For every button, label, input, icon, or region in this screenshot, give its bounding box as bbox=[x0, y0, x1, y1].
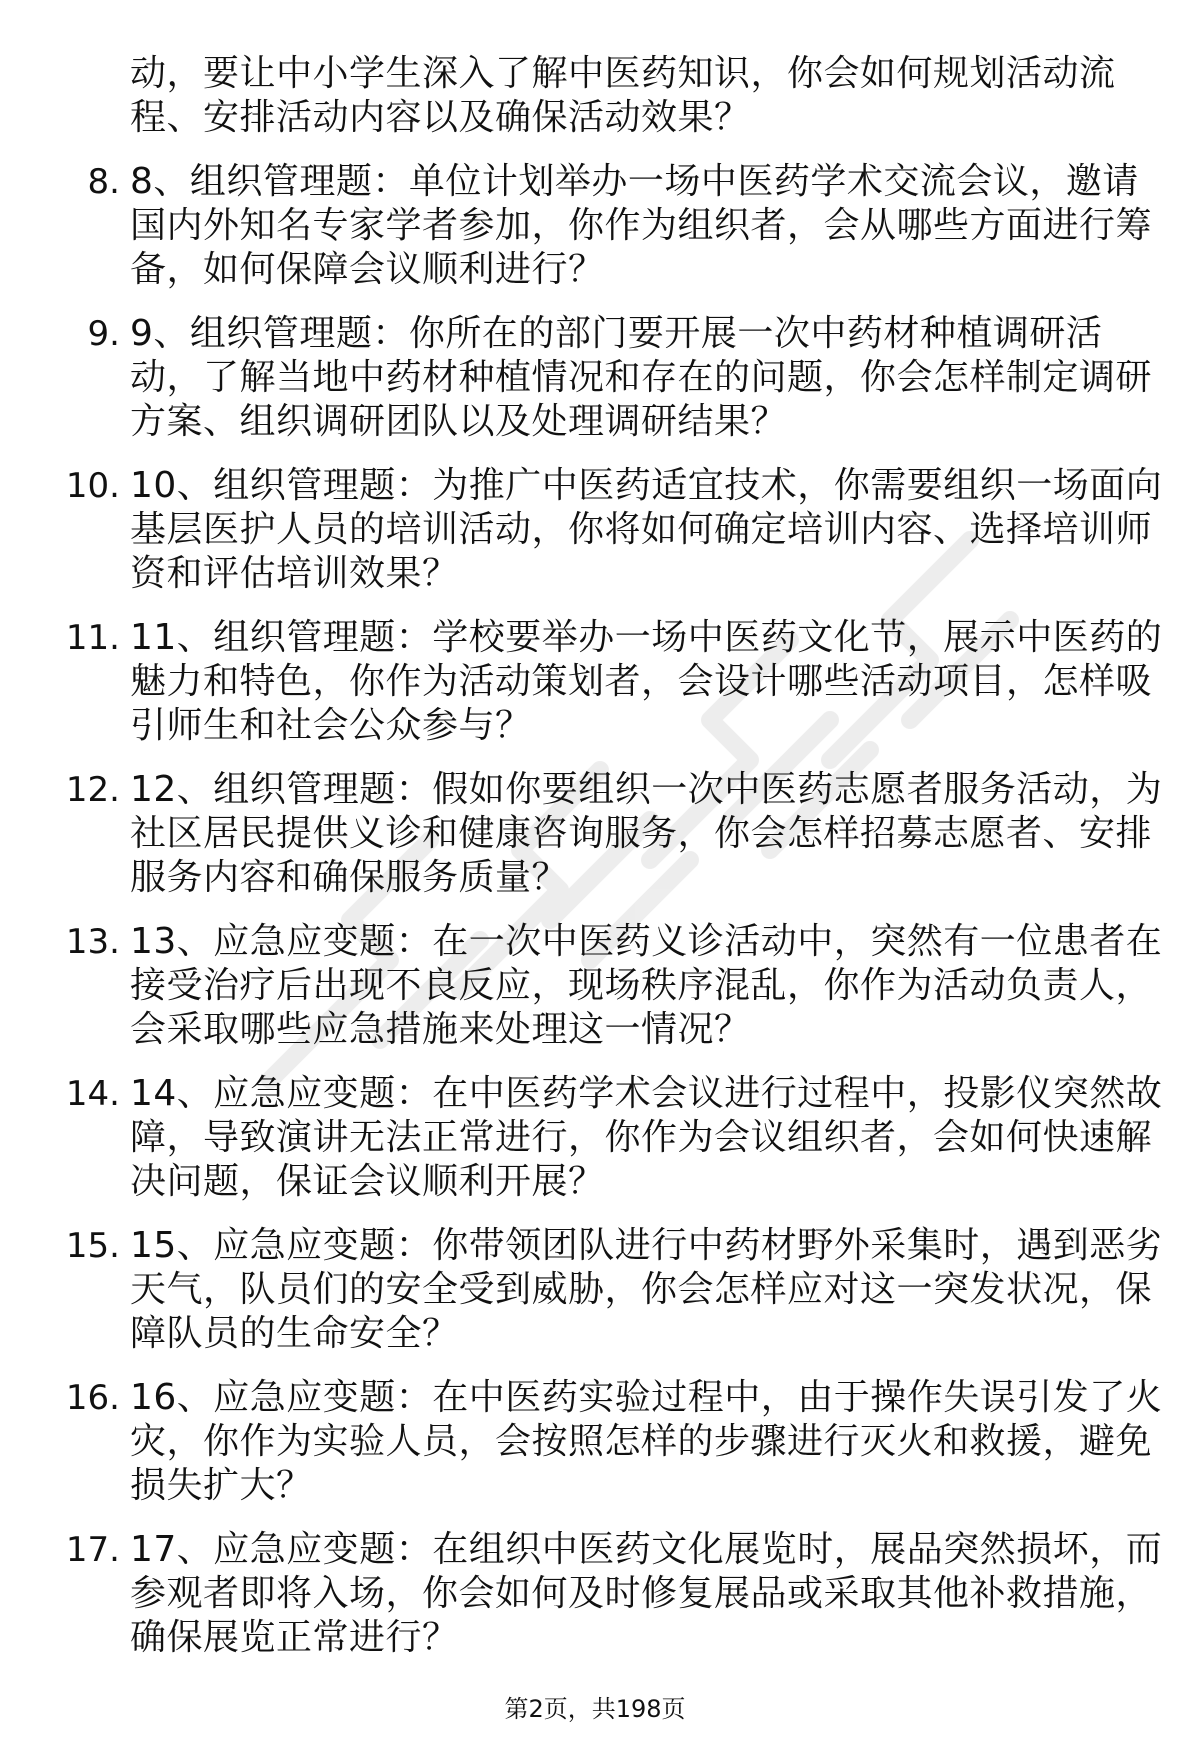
list-item bbox=[56, 616, 1166, 748]
question-text: 16、应急应变题：在中医药实验过程中，由于操作失误引发了火灾，你作为实验人员，会按照怎样的步骤进行灭火和救援，避免损失扩大？ bbox=[130, 1377, 1163, 1506]
list-item bbox=[56, 1224, 1166, 1356]
question-text: 12、组织管理题：假如你要组织一次中医药志愿者服务活动，为社区居民提供义诊和健康咨询服务，你会怎样招募志愿者、安排服务内容和确保服务质量？ bbox=[130, 769, 1163, 898]
item-number: 12. bbox=[65, 770, 120, 810]
item-number: 10. bbox=[65, 466, 120, 506]
list-item bbox=[56, 920, 1166, 1052]
question-text: 14、应急应变题：在中医药学术会议进行过程中，投影仪突然故障，导致演讲无法正常进行，你作为会议组织者，会如何快速解决问题，保证会议顺利开展？ bbox=[130, 1073, 1163, 1202]
continued-question-text: 动，要让中小学生深入了解中医药知识，你会如何规划活动流程、安排活动内容以及确保活动效果？ bbox=[130, 53, 1116, 138]
item-number: 11. bbox=[65, 618, 120, 658]
item-number: 13. bbox=[65, 922, 120, 962]
item-number: 17. bbox=[65, 1530, 120, 1570]
item-number: 15. bbox=[65, 1226, 120, 1266]
list-item bbox=[56, 312, 1166, 444]
document-body bbox=[56, 52, 1166, 1660]
question-list bbox=[56, 160, 1166, 1660]
question-text: 11、组织管理题：学校要举办一场中医药文化节，展示中医药的魅力和特色，你作为活动策划者，会设计哪些活动项目，怎样吸引师生和社会公众参与？ bbox=[130, 617, 1163, 746]
question-text: 13、应急应变题：在一次中医药义诊活动中，突然有一位患者在接受治疗后出现不良反应，现场秩序混乱，你作为活动负责人，会采取哪些应急措施来处理这一情况？ bbox=[130, 921, 1163, 1050]
item-number: 9. bbox=[87, 314, 120, 354]
question-text: 9、组织管理题：你所在的部门要开展一次中药材种植调研活动，了解当地中药材种植情况和存在的问题，你会怎样制定调研方案、组织调研团队以及处理调研结果？ bbox=[130, 313, 1153, 442]
question-text: 17、应急应变题：在组织中医药文化展览时，展品突然损坏，而参观者即将入场，你会如何及时修复展品或采取其他补救措施，确保展览正常进行？ bbox=[130, 1529, 1163, 1658]
list-item bbox=[56, 160, 1166, 292]
list-item bbox=[56, 768, 1166, 900]
list-item bbox=[56, 1072, 1166, 1204]
list-item bbox=[56, 464, 1166, 596]
page-footer: 第2页，共198页 bbox=[504, 1695, 686, 1723]
question-text: 8、组织管理题：单位计划举办一场中医药学术交流会议，邀请国内外知名专家学者参加，你作为组织者，会从哪些方面进行筹备，如何保障会议顺利进行？ bbox=[130, 161, 1153, 290]
item-number: 16. bbox=[65, 1378, 120, 1418]
item-number: 8. bbox=[87, 162, 120, 202]
question-text: 15、应急应变题：你带领团队进行中药材野外采集时，遇到恶劣天气，队员们的安全受到威胁，你会怎样应对这一突发状况，保障队员的生命安全？ bbox=[130, 1225, 1163, 1354]
list-item bbox=[56, 1528, 1166, 1660]
question-text: 10、组织管理题：为推广中医药适宜技术，你需要组织一场面向基层医护人员的培训活动，你将如何确定培训内容、选择培训师资和评估培训效果？ bbox=[130, 465, 1163, 594]
item-number: 14. bbox=[65, 1074, 120, 1114]
list-item bbox=[56, 1376, 1166, 1508]
